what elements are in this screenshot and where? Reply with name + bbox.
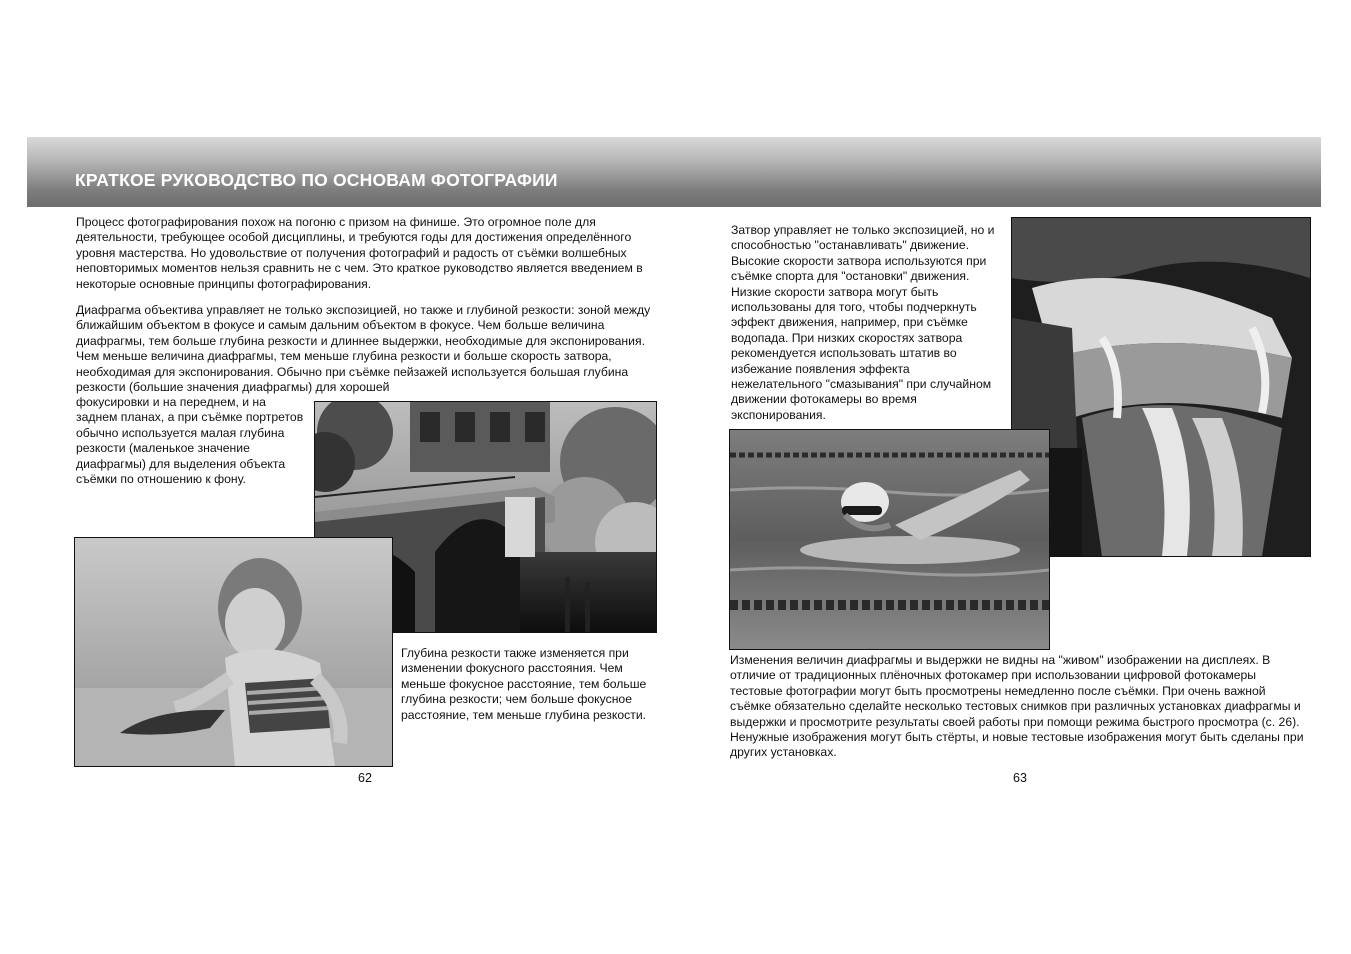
page-number-right: 63	[1013, 771, 1027, 785]
child-portrait-photo	[74, 537, 393, 767]
intro-paragraph: Процесс фотографирования похож на погоню с призом на финише. Это огромное поле для деятельности, требующее особой дисциплины, и требуются годы для достижения определённого уровня мастерства. Но удовольствие от получения фотографий и радость от съёмки волшебных неповторимых моментов нельзя сравнить не с чем. Это краткое руководство является введением в некоторые основные принципы фотографирования.	[76, 215, 643, 291]
header-band	[27, 137, 1321, 207]
aperture-paragraph: Диафрагма объектива управляет не только экспозицией, но также и глубиной резкости: зоной между ближайшим объектом в фокусе и самым дальним объектом в фокусе. Чем больше величина диафрагмы, тем больше глубина резкости и длиннее выдержки, необходимые для экспонирования. Чем меньше величина диафрагмы, тем меньше глубина резкости и больше скорость затвора, необходимая для экспонирования. Обычно при съёмке пейзажей используется большая глубина резкости (большие значения диафрагмы) для хорошей	[76, 303, 651, 395]
focal-length-paragraph: Глубина резкости также изменяется при изменении фокусного расстояния. Чем меньше фокусное расстояние, тем больше глубина резкости; чем больше фокусное расстояние, тем меньше глубина резкости.	[401, 646, 647, 722]
digital-paragraph: Изменения величин диафрагмы и выдержки не видны на "живом" изображении на дисплеях. В отличие от традиционных плёночных фотокамер при использовании цифровой фотокамеры тестовые фотографии могут быть просмотрены немедленно после съёмки. При очень важной съёмке обязательно сделайте несколько тестовых снимков при различных установках диафрагмы и выдержки и просмотрите результаты своей работы при помощи режима быстрого просмотра (с. 26). Ненужные изображения могут быть стёрты, и новые тестовые изображения могут быть сделаны при других установках.	[730, 653, 1304, 760]
waterfall-photo	[1011, 217, 1311, 557]
shutter-paragraph: Затвор управляет не только экспозицией, но и способностью "останавливать" движение. Высокие скорости затвора используются при съёмке спорта для "остановки" движения. Низкие скорости затвора могут быть использованы для того, чтобы подчеркнуть эффект движения, например, при съёмке водопада. При низких скоростях затвора рекомендуется использовать штатив во избежание появления эффекта нежелательного "смазывания" при случайном движении фотокамеры во время экспонирования.	[731, 223, 995, 422]
page-title: КРАТКОЕ РУКОВОДСТВО ПО ОСНОВАМ ФОТОГРАФИИ	[75, 170, 558, 190]
aperture-paragraph-continued: фокусировки и на переднем, и на заднем планах, а при съёмке портретов обычно используется малая глубина резкости (маленькое значение диафрагмы) для выделения объекта съёмки по отношению к фону.	[76, 395, 304, 487]
swimmer-photo	[729, 429, 1050, 650]
page-number-left: 62	[358, 771, 372, 785]
